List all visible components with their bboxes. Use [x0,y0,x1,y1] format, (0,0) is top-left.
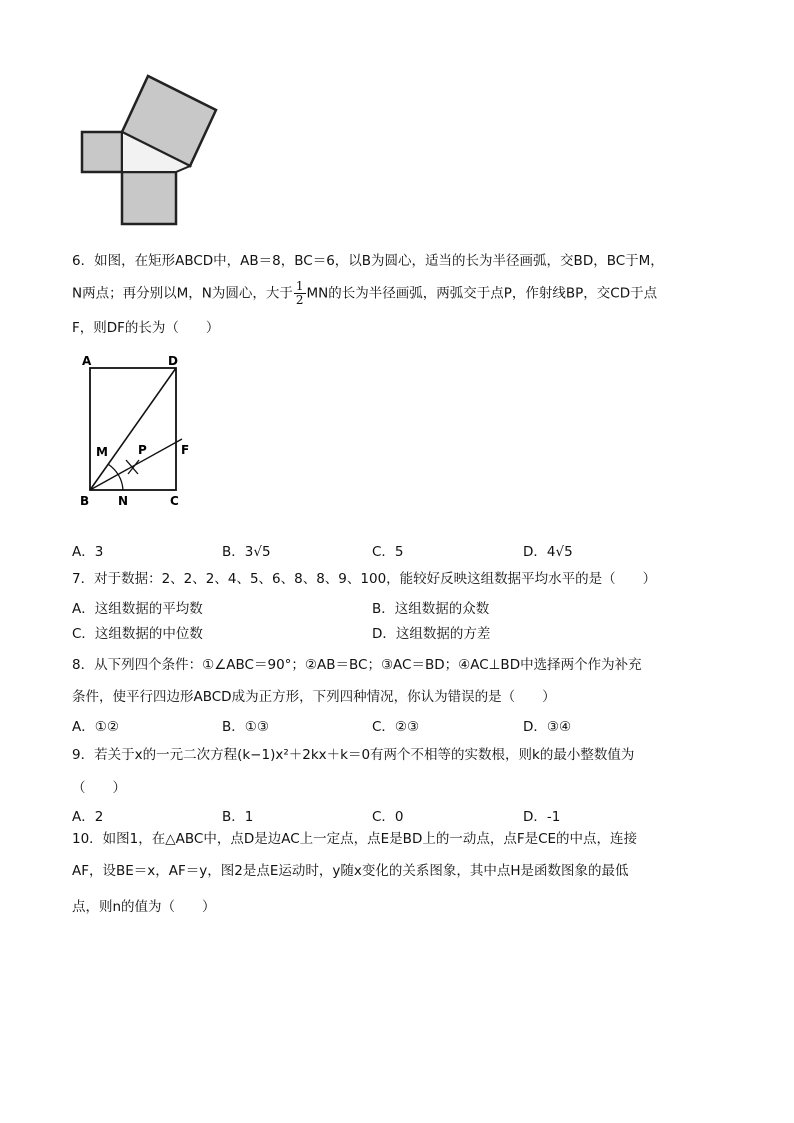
label-a: A [82,354,92,368]
arc-p-1 [126,460,138,474]
q7-option-d[interactable]: D．这组数据的方差 [372,626,491,642]
q8-option-a[interactable]: A．①② [72,719,119,735]
q7-stem: 7．对于数据：2、2、2、4、5、6、8、8、9、100，能较好反映这组数据平均水平的是（ ） [72,571,657,587]
q8-line1: 8．从下列四个条件：①∠ABC＝90°；②AB＝BC；③AC＝BD；④AC⊥BD中选择两个作为补充 [72,657,642,673]
q9-option-a[interactable]: A．2 [72,809,104,825]
q8-option-b[interactable]: B．①③ [222,719,269,735]
q9-line1: 9．若关于x的一元二次方程(k−1)x²＋2kx＋k＝0有两个不相等的实数根，则k的最小整数值为 [72,747,635,763]
rectangle-figure [78,350,208,510]
q8-option-c[interactable]: C．②③ [372,719,420,735]
q9-line2: （ ） [72,780,126,796]
label-p: P [138,443,147,457]
label-c: C [170,494,179,508]
q9-option-d[interactable]: D．-1 [523,809,561,825]
label-m: M [96,445,108,459]
q10-line1: 10．如图1，在△ABC中，点D是边AC上一定点，点E是BD上的一动点，点F是CE的中点，连接 [72,831,638,847]
q8-option-d[interactable]: D．③④ [523,719,572,735]
q10-line3: 点，则n的值为（ ） [72,899,216,915]
q6-line1: 6．如图，在矩形ABCD中，AB＝8，BC＝6，以B为圆心，适当的长为半径画弧，交BD，BC于M， [72,253,664,269]
diagonal-bd [90,368,176,490]
fraction-one-half: $\frac{1}{2}$ [295,279,304,307]
q6-line3: F，则DF的长为（ ） [72,320,220,336]
square-left [82,132,122,172]
q6-option-a[interactable]: A．3 [72,544,104,560]
q8-line2: 条件，使平行四边形ABCD成为正方形，下列四种情况，你认为错误的是（ ） [72,689,556,705]
q6-option-d[interactable]: D．4√5 [523,544,573,560]
q7-option-c[interactable]: C．这组数据的中位数 [72,626,203,642]
q6-line2 [72,280,657,307]
q10-line2: AF，设BE＝x，AF＝y，图2是点E运动时，y随x变化的关系图象，其中点H是函数图象的最低 [72,863,629,879]
q6-option-c[interactable]: C．5 [372,544,404,560]
q7-option-b[interactable]: B．这组数据的众数 [372,601,490,617]
label-d: D [168,354,178,368]
q6-line2-a: N两点；再分别以M，N为圆心，大于 [72,285,293,302]
arc-mn [108,464,123,490]
label-f: F [181,443,190,457]
q6-option-b[interactable]: B．3√5 [222,544,271,560]
label-b: B [80,494,90,508]
q9-option-b[interactable]: B．1 [222,809,254,825]
q6-line2-b: MN的长为半径画弧，两弧交于点P，作射线BP，交CD于点 [306,285,658,302]
arc-p-2 [128,460,139,474]
square-bottom [122,172,176,224]
label-n: N [118,494,129,508]
q7-option-a[interactable]: A．这组数据的平均数 [72,601,203,617]
squares-figure [70,72,220,234]
q9-option-c[interactable]: C．0 [372,809,404,825]
